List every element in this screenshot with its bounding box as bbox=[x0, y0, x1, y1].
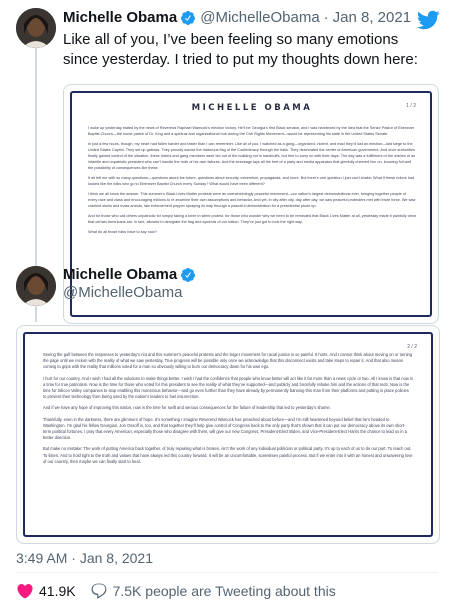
avatar[interactable] bbox=[16, 266, 56, 306]
author-block bbox=[63, 266, 200, 301]
statement-paragraph: Seeing the gulf between the responses to yesterday’s riot and this summer’s peaceful protests and the larger movement for racial justice is so painful. It hurts. And I cannot think about moving on or turning the page until we reckon with the reality of what we saw yesterday. True progress will be possible only once we acknowledge that this disconnect exists and take steps to repair it. And that also means coming to grips with the reality that millions voted for a man so obviously willing to burn our democracy down for his own ego. bbox=[43, 352, 413, 370]
statement-paragraph: And for those who call others unpatriotic for simply taking a knee in silent protest, for those who wonder why we need to be reminded that Black Lives Matter at all, yesterday made it painfully clear that certain Americans are, in fact, allowed to denigrate the flag and symbols of our nation. They’ve just got to look the right way. bbox=[88, 214, 416, 224]
tweet-full-date: Jan 8, 2021 bbox=[79, 550, 153, 566]
tweet-actions bbox=[16, 582, 336, 600]
separator: · bbox=[71, 550, 76, 566]
separator: · bbox=[323, 9, 329, 26]
page-number: 1 / 2 bbox=[406, 103, 416, 109]
statement-paragraph: And if we have any hope of improving this nation, now is the time for swift and serious consequences for the failure of leadership that led to yesterday’s shame. bbox=[43, 405, 331, 411]
author-handle[interactable]: @MichelleObama bbox=[200, 9, 320, 26]
statement-paragraph: What do all those folks have to say now? bbox=[88, 230, 157, 234]
divider bbox=[16, 572, 438, 573]
twitter-bird-icon[interactable] bbox=[416, 8, 440, 32]
statement-paragraph: I hurt for our country. And I wish I had all the solutions to make things better. I wish I had the confidence that people who know better will act like it far more than a news cycle or two. All I know is that now is a time for true patriotism. Now is the time for those who voted for this president to see the reality of what they’ve supported—and publicly and forcefully rebuke him and the actions of that mob. Now is the time for Silicon Valley companies to stop enabling this monstrous behavior—and go even further than they have already by permanently banning this man from their platforms and putting in place policies to prevent their technology from being used by the nation’s leaders to fuel insurrection. bbox=[43, 375, 413, 400]
page-number: 2 / 2 bbox=[407, 344, 417, 350]
avatar[interactable] bbox=[16, 8, 56, 48]
verified-badge-icon bbox=[180, 267, 196, 283]
statement-paragraph: I woke up yesterday elated by the news of Reverend Raphael Warnock’s election victory. He’ll be Georgia’s first Black senator, and I was heartened by the idea that the Senior Pastor of Ebenezer Baptist Church—the home parish of Dr. King and a spiritual and organizational hub during the Civil Rights Movement—would be representing his state in the United States Senate. bbox=[88, 126, 415, 136]
tweet-time: 3:49 AM bbox=[16, 550, 68, 566]
like-count: 41.9K bbox=[39, 583, 76, 599]
statement-page-frame bbox=[23, 332, 433, 537]
tweet-timestamp[interactable] bbox=[16, 550, 153, 566]
statement-paragraph: In just a few hours, though, my heart had fallen harder and faster than I can remember. Like all of you, I watched as a gang—organized, violent, and mad they’d lost an election—laid siege to the United States Capitol. They set up gallows. They proudly waved the traitorous flag of the Confederacy through the halls. They desecrated the center of American government. And once authorities finally gained control of the situation, these rioters and gang members were led out of the building not in handcuffs, but free to carry on with their days. The day was a fulfillment of the wishes of an infantile and unpatriotic president who can’t handle the truth of his own failures. And the wreckage lays all the feet of a party and media apparatus that gleefully cheered him on, knowing full well the possibility of consequences like these. bbox=[88, 142, 416, 170]
heart-icon bbox=[16, 582, 34, 600]
people-tweeting-link[interactable] bbox=[90, 582, 336, 600]
author-name[interactable]: Michelle Obama bbox=[63, 266, 178, 283]
statement-image-page-2[interactable] bbox=[16, 325, 440, 544]
author-name[interactable]: Michelle Obama bbox=[63, 9, 178, 26]
statement-title: MICHELLE OBAMA bbox=[191, 103, 313, 113]
tweet-header bbox=[63, 9, 411, 26]
statement-paragraph: Thankfully, even in the darkness, there are glimmers of hope. It’s something I imagine Reverend Warnock has preached about before—and I’m still heartened beyond belief that he’s headed to Washington. I’m glad his fellow Georgian, Jon Ossoff is, too, and that together they’ll help give control of Congress back to the only party that’s shown that it can put our democracy above its own short-term political fortunes. I pray that every American, especially those who disagree with them, will give our new Congress, President-Elect Biden, and Vice-President-Elect Harris the chance to lead us in a better direction. bbox=[43, 416, 407, 441]
tweeting-count-text: 7.5K people are Tweeting about this bbox=[112, 583, 336, 599]
statement-paragraph: But make no mistake: The work of putting America back together, of truly repairing what is broken, isn’t the work of any individual politician or political party. It’s up to each of us to do our part. To reach out. To listen. And to hold tight to the truth and values that have always led this country forward. It will be an uncomfortable, sometimes painful process. But if we enter into it with an honest and unwavering love of our country, then maybe we can finally start to heal. bbox=[43, 446, 413, 464]
tweet-text: Like all of you, I’ve been feeling so many emotions since yesterday. I tried to put my thoughts down here: bbox=[63, 31, 418, 68]
statement-paragraph: I think we all know the answer. This summer’s Black Lives Matter protests were an overwhelmingly peaceful movement—our nation’s largest demonstrations ever, bringing together people of every race and class and encouraging millions to re-examine their own assumptions and behavior. And yet, in city after city, day after day, we saw peaceful protesters met with brute force. We saw cracked skulls and mass arrests, law enforcement pepper spraying its way through a peaceful demonstration for a presidential photo op. bbox=[88, 192, 416, 208]
verified-badge-icon bbox=[180, 10, 196, 26]
speech-bubble-icon bbox=[90, 582, 108, 600]
tweet-date[interactable]: Jan 8, 2021 bbox=[332, 9, 412, 26]
statement-paragraph: It all left me with so many questions—questions about the future, questions about security, extremism, propaganda, and more. But there’s one question I just can’t shake: What if these rioters had looked like the folks who go to Ebenezer Baptist Church every Sunday? What would have been different? bbox=[88, 176, 415, 186]
author-handle[interactable]: @MichelleObama bbox=[63, 284, 183, 301]
like-button[interactable] bbox=[16, 582, 76, 600]
